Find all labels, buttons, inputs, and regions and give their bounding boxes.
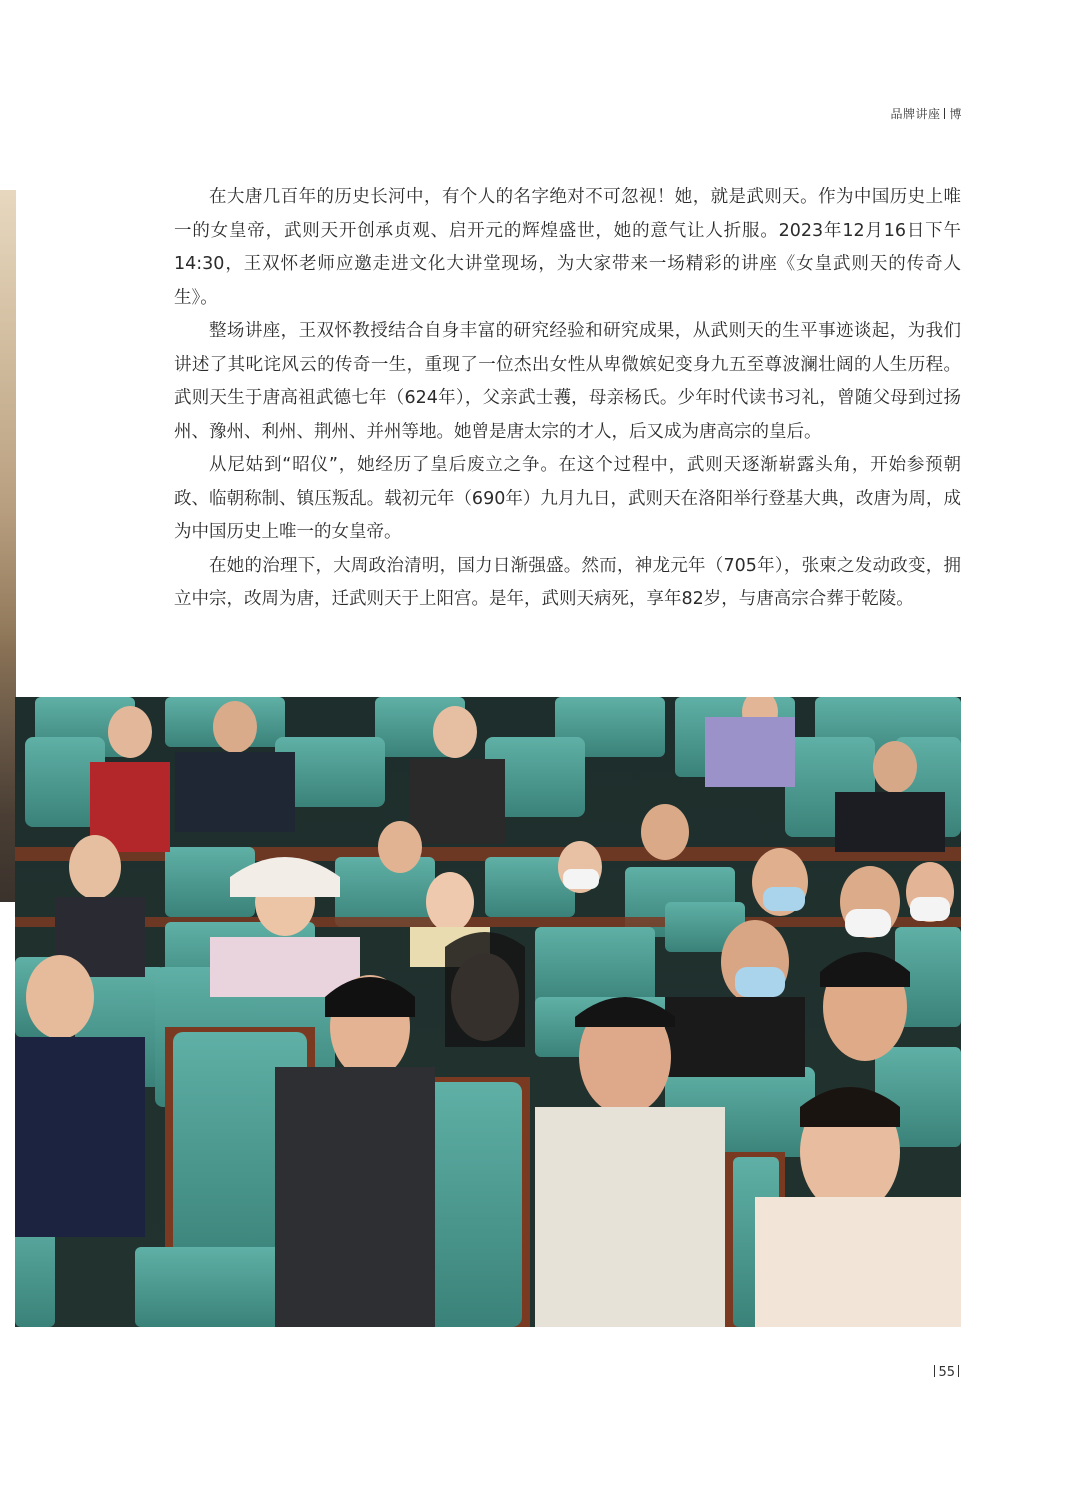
page-folio bbox=[931, 1365, 962, 1381]
article-paragraph: 整场讲座，王双怀教授结合自身丰富的研究经验和研究成果，从武则天的生平事迹谈起，为我们讲述了其叱诧风云的传奇一生，重现了一位杰出女性从卑微嫔妃变身九五至尊波澜壮阔的人生历程。武则天生于唐高祖武德七年（624年），父亲武士彟，母亲杨氏。少年时代读书习礼，曾随父母到过扬州、豫州、利州、荆州、并州等地。她曾是唐太宗的才人，后又成为唐高宗的皇后。 bbox=[174, 321, 961, 442]
header-divider bbox=[944, 108, 945, 119]
left-edge-photo-strip bbox=[0, 190, 16, 902]
article-paragraph: 从尼姑到“昭仪”，她经历了皇后废立之争。在这个过程中，武则天逐渐崭露头角，开始参预朝政、临朝称制、镇压叛乱。载初元年（690年）九月九日，武则天在洛阳举行登基大典，改唐为周，成为中国历史上唯一的女皇帝。 bbox=[174, 455, 961, 542]
folio-bar-left bbox=[934, 1365, 935, 1377]
folio-bar-right bbox=[958, 1365, 959, 1377]
section-tag: 博 bbox=[949, 107, 962, 121]
audience-illustration bbox=[15, 697, 961, 1327]
page-number: 55 bbox=[938, 1365, 955, 1380]
article-paragraph: 在她的治理下，大周政治清明，国力日渐强盛。然而，神龙元年（705年），张柬之发动政变，拥立中宗，改周为唐，迁武则天于上阳宫。是年，武则天病死，享年82岁，与唐高宗合葬于乾陵。 bbox=[174, 555, 961, 609]
section-title: 品牌讲座 bbox=[890, 107, 941, 121]
article-paragraph: 在大唐几百年的历史长河中，有个人的名字绝对不可忽视！她，就是武则天。作为中国历史上唯一的女皇帝，武则天开创承贞观、启开元的辉煌盛世，她的意气让人折服。2023年12月16日下午14:30，王双怀老师应邀走进文化大讲堂现场，为大家带来一场精彩的讲座《女皇武则天的传奇人生》。 bbox=[174, 187, 961, 308]
running-header bbox=[890, 106, 962, 122]
article-body bbox=[174, 181, 961, 617]
left-edge-photo-highlight bbox=[0, 190, 16, 650]
lecture-audience-photo bbox=[15, 697, 961, 1327]
